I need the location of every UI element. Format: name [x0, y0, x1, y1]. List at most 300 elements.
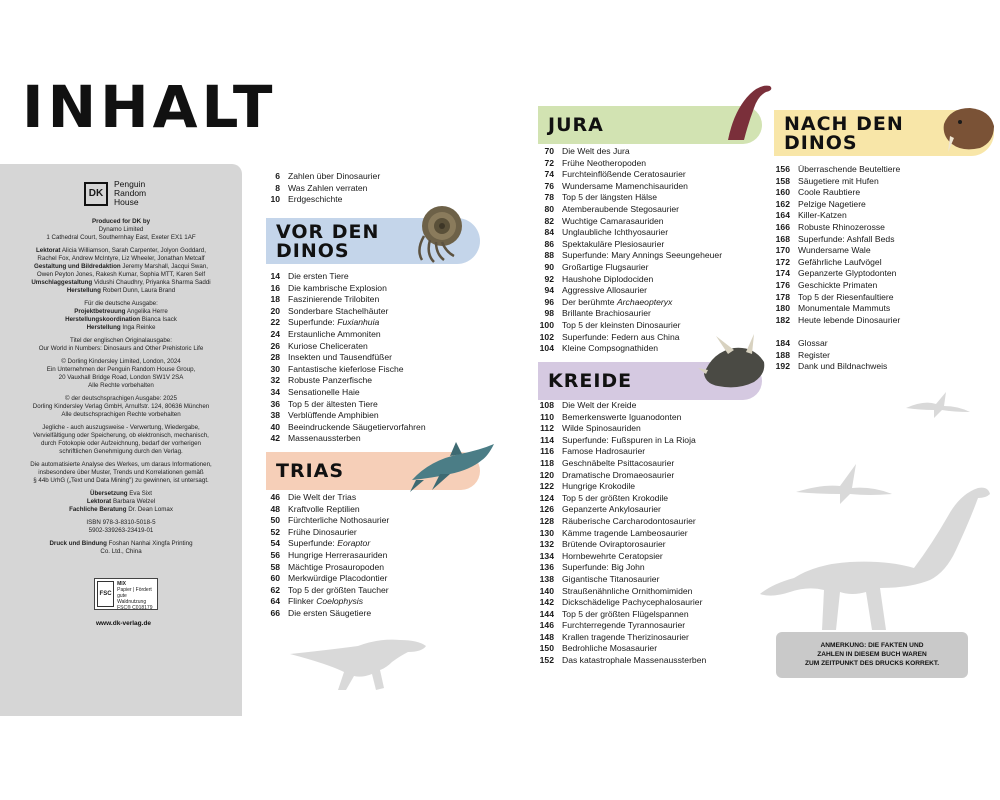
toc-entry[interactable] — [258, 562, 389, 574]
toc-entry[interactable] — [258, 504, 389, 516]
toc-entry[interactable] — [532, 516, 706, 528]
toc-page-number: 150 — [539, 643, 554, 654]
imprint-line — [10, 226, 232, 234]
toc-title-text: Superfunde: Big John — [562, 562, 645, 573]
toc-page-number: 138 — [539, 573, 554, 584]
toc-entry[interactable] — [532, 274, 722, 286]
toc-entry-title — [562, 481, 635, 493]
toc-title-text: Sonderbare Stachelhäuter — [288, 305, 389, 316]
sabertooth-cat-icon — [940, 104, 996, 154]
toc-entry-title — [562, 146, 630, 158]
toc-entry[interactable] — [258, 538, 389, 550]
imprint-line — [10, 403, 232, 411]
imprint-role: Gestaltung und Bildredaktion — [34, 263, 121, 270]
toc-entry-title — [562, 169, 686, 181]
toc-page-number: 70 — [544, 146, 554, 156]
toc-page-number: 176 — [775, 279, 790, 290]
toc-page-number: 42 — [270, 433, 280, 444]
toc-page-number: 104 — [539, 343, 554, 354]
toc-page-number: 110 — [540, 411, 554, 422]
toc-title-text: Geschickte Primaten — [798, 279, 878, 290]
toc-entry[interactable] — [532, 343, 722, 355]
imprint-line — [10, 279, 232, 287]
toc-title-text: Die ersten Tiere — [288, 271, 349, 281]
imprint-line — [10, 308, 232, 316]
toc-title-italic: Fuxianhuia — [337, 317, 380, 328]
toc-title-text: Wundersame Wale — [798, 245, 871, 256]
imprint-line — [10, 432, 232, 440]
imprint-value: 1 Cathedral Court, Southernhay East, Exeter EX1 1AF — [46, 234, 196, 241]
toc-entry-title — [288, 271, 349, 283]
toc-title-text: Insekten und Tausendfüßer — [288, 352, 392, 363]
toc-entry[interactable] — [768, 234, 900, 246]
vor-den-dinos-list — [258, 271, 426, 445]
imprint-line — [10, 506, 232, 514]
toc-entry-title — [288, 399, 378, 411]
back-matter-list — [768, 338, 887, 373]
toc-entry[interactable] — [532, 320, 722, 332]
toc-entry-title — [288, 433, 361, 445]
toc-page-number: 142 — [539, 597, 554, 608]
toc-title-text: Erstaunliche Ammoniten — [288, 328, 381, 339]
toc-page-number: 144 — [539, 608, 554, 619]
toc-title-text: Spektakuläre Plesiosaurier — [562, 238, 665, 249]
imprint-value: 20 Vauxhall Bridge Road, London SW1V 2SA — [58, 374, 184, 381]
toc-page-number: 32 — [270, 375, 280, 386]
toc-entry[interactable] — [768, 199, 900, 211]
toc-entry-title — [562, 597, 702, 609]
toc-entry[interactable] — [258, 608, 389, 620]
toc-entry-title — [288, 410, 379, 422]
toc-title-text: Der berühmte — [562, 296, 617, 307]
toc-entry[interactable] — [258, 283, 426, 295]
imprint-value: Inga Reinke — [122, 324, 156, 331]
imprint-line — [10, 548, 232, 556]
toc-title-text: Zahlen über Dinosaurier — [288, 171, 381, 181]
toc-entry-title — [798, 280, 877, 292]
toc-entry[interactable] — [258, 271, 426, 283]
toc-entry[interactable] — [768, 338, 887, 350]
imprint-value: Jegliche - auch auszugsweise - Verwertung, Wiedergabe, — [42, 424, 200, 431]
imprint-value: Vervielfältigung oder Speicherung, ob elektronisch, mechanisch, — [33, 432, 209, 439]
toc-entry[interactable] — [768, 257, 900, 269]
toc-entry-title — [288, 492, 356, 504]
toc-entry[interactable] — [532, 239, 722, 251]
toc-entry[interactable] — [532, 435, 706, 447]
toc-entry[interactable] — [532, 192, 722, 204]
toc-title-text: Furchterregende Tyrannosaurier — [562, 620, 686, 631]
imprint-value: Co. Ltd., China — [100, 548, 142, 555]
toc-entry[interactable] — [258, 399, 426, 411]
toc-entry[interactable] — [258, 410, 426, 422]
toc-entry[interactable] — [532, 400, 706, 412]
toc-page-number: 72 — [544, 157, 554, 168]
imprint-value: Alle Rechte vorbehalten — [88, 382, 154, 389]
toc-page-number: 132 — [539, 539, 554, 550]
imprint-text — [10, 218, 232, 556]
toc-entry[interactable] — [768, 361, 887, 373]
toc-entry[interactable] — [532, 227, 722, 239]
toc-entry[interactable] — [532, 632, 706, 644]
toc-entry[interactable] — [532, 609, 706, 621]
toc-entry[interactable] — [768, 222, 900, 234]
brachiosaurus-silhouette — [760, 480, 992, 630]
toc-page-number: 174 — [775, 268, 790, 279]
toc-entry-title — [288, 317, 379, 329]
toc-entry-title — [562, 609, 689, 621]
toc-entry[interactable] — [258, 329, 426, 341]
toc-entry-title — [562, 446, 645, 458]
toc-title-text: Dank und Bildnachweis — [798, 361, 888, 372]
toc-entry[interactable] — [258, 585, 389, 597]
toc-title-text: Top 5 der ältesten Tiere — [288, 398, 378, 409]
imprint-value: Eva Sixt — [129, 490, 152, 497]
shark-icon — [410, 440, 496, 494]
toc-title-text: Frühe Dinosaurier — [288, 526, 357, 537]
toc-entry-title — [562, 227, 668, 239]
toc-entry-title — [798, 292, 894, 304]
toc-title-italic: Archaeopteryx — [616, 296, 673, 307]
toc-title-text: Register — [798, 349, 830, 360]
toc-page-number: 60 — [270, 573, 280, 584]
toc-entry[interactable] — [258, 515, 389, 527]
toc-entry[interactable] — [532, 446, 706, 458]
toc-page-number: 56 — [270, 549, 280, 560]
toc-title-text: Bedrohliche Mosasaurier — [562, 643, 658, 654]
toc-title-text: Fantastische kieferlose Fische — [288, 363, 404, 374]
toc-page-number: 126 — [539, 504, 554, 515]
toc-title-text: Unglaubliche Ichthyosaurier — [562, 227, 669, 238]
toc-title-text: Robuste Rhinozerosse — [798, 221, 885, 232]
toc-entry[interactable] — [258, 194, 380, 206]
toc-page-number: 146 — [539, 620, 554, 631]
toc-entry[interactable] — [532, 586, 706, 598]
toc-page-number: 76 — [544, 180, 554, 191]
toc-page-number: 92 — [544, 273, 554, 284]
toc-title-text: Pelzige Nagetiere — [798, 198, 866, 209]
toc-entry-title — [798, 361, 887, 373]
toc-page-number: 46 — [270, 492, 280, 502]
toc-entry[interactable] — [532, 262, 722, 274]
toc-page-number: 22 — [270, 317, 280, 328]
toc-page-number: 36 — [270, 398, 280, 409]
toc-entry[interactable] — [532, 528, 706, 540]
toc-entry[interactable] — [768, 350, 887, 362]
toc-entry[interactable] — [532, 597, 706, 609]
toc-title-text: Die Welt der Trias — [288, 492, 357, 502]
toc-entry[interactable] — [532, 620, 706, 632]
toc-entry[interactable] — [258, 317, 426, 329]
toc-entry[interactable] — [768, 164, 900, 176]
toc-entry[interactable] — [768, 303, 900, 315]
toc-page-number: 166 — [775, 221, 790, 232]
imprint-role: Übersetzung — [90, 490, 128, 497]
toc-title-text: Die ersten Säugetiere — [288, 607, 372, 618]
toc-title-text: Furchteinflößende Ceratosaurier — [562, 169, 686, 180]
toc-title-text: Heute lebende Dinosaurier — [798, 314, 901, 325]
fsc-label — [94, 578, 158, 610]
toc-entry-title — [562, 320, 680, 332]
toc-entry[interactable] — [532, 481, 706, 493]
toc-page-number: 66 — [270, 607, 280, 618]
toc-title-text: Merkwürdige Placodontier — [288, 573, 388, 584]
toc-title-text: Gepanzerte Glyptodonten — [798, 268, 897, 279]
imprint-line — [10, 477, 232, 485]
toc-title-text: Top 5 der größten Krokodile — [562, 492, 669, 503]
toc-title-text: Hungrige Herrerasauriden — [288, 549, 388, 560]
imprint-line — [10, 424, 232, 432]
section-header-trias: TRIAS — [266, 452, 480, 490]
toc-entry-title — [288, 341, 368, 353]
toc-entry[interactable] — [532, 412, 706, 424]
toc-entry[interactable] — [532, 308, 722, 320]
toc-title-text: Die kambrische Explosion — [288, 282, 387, 293]
toc-entry[interactable] — [532, 158, 722, 170]
toc-entry[interactable] — [532, 146, 722, 158]
toc-entry[interactable] — [532, 332, 722, 344]
toc-entry[interactable] — [532, 250, 722, 262]
toc-entry-title — [288, 608, 371, 620]
toc-entry[interactable] — [258, 341, 426, 353]
toc-entry-title — [562, 458, 674, 470]
toc-page-number: 14 — [270, 271, 280, 281]
toc-page-number: 100 — [539, 319, 554, 330]
toc-page-number: 152 — [539, 655, 554, 666]
toc-entry[interactable] — [258, 573, 389, 585]
toc-entry[interactable] — [532, 574, 706, 586]
toc-title-text: Coole Raubtiere — [798, 187, 861, 198]
toc-title-text: Top 5 der kleinsten Dinosaurier — [562, 319, 681, 330]
toc-title-text: Wuchtige Camarasauriden — [562, 215, 664, 226]
toc-title-text: Erdgeschichte — [288, 194, 343, 205]
imprint-role: Lektorat — [86, 498, 112, 505]
imprint-line — [10, 540, 232, 548]
toc-entry[interactable] — [532, 216, 722, 228]
imprint-line — [10, 324, 232, 332]
toc-entry[interactable] — [258, 492, 389, 504]
toc-page-number: 28 — [270, 352, 280, 363]
toc-entry[interactable] — [768, 245, 900, 257]
toc-page-number: 170 — [775, 245, 790, 256]
fsc-code: FSC® C018179 — [117, 605, 153, 611]
toc-title-text: Brütende Oviraptorosaurier — [562, 539, 666, 550]
toc-page-number: 26 — [270, 340, 280, 351]
toc-title-text: Was Zahlen verraten — [288, 182, 368, 193]
toc-entry[interactable] — [532, 655, 706, 667]
toc-entry[interactable] — [532, 458, 706, 470]
toc-entry[interactable] — [532, 504, 706, 516]
toc-page-number: 30 — [270, 363, 280, 374]
toc-entry[interactable] — [532, 562, 706, 574]
toc-entry[interactable] — [258, 364, 426, 376]
imprint-value: insbesondere über Muster, Trends und Korrelationen gemäß — [38, 469, 204, 476]
toc-entry[interactable] — [768, 268, 900, 280]
toc-title-text: Mächtige Prosauropoden — [288, 561, 385, 572]
toc-entry[interactable] — [532, 539, 706, 551]
imprint-value: Bianca Isack — [141, 316, 177, 323]
imprint-line — [10, 519, 232, 527]
imprint-value: Foshan Nanhai Xingfa Printing — [108, 540, 193, 547]
section-header-jura: JURA — [538, 106, 762, 144]
tyrannosaurus-silhouette — [288, 632, 428, 692]
section-header-kreide: KREIDE — [538, 362, 762, 400]
toc-page-number: 148 — [539, 631, 554, 642]
imprint-line — [10, 498, 232, 506]
imprint-line — [10, 461, 232, 469]
toc-title-text: Gefährliche Laufvögel — [798, 256, 882, 267]
toc-page-number: 18 — [270, 294, 280, 305]
toc-entry[interactable] — [532, 423, 706, 435]
toc-title-text: Säugetiere mit Hufen — [798, 175, 879, 186]
toc-entry[interactable] — [258, 352, 426, 364]
note-line: ANMERKUNG: DIE FAKTEN UND — [820, 642, 924, 649]
toc-page-number: 62 — [270, 584, 280, 595]
toc-title-text: Haushohe Diplodociden — [562, 273, 654, 284]
toc-title-text: Kämme tragende Lambeosaurier — [562, 527, 688, 538]
imprint-line — [10, 316, 232, 324]
toc-page-number: 34 — [270, 386, 280, 397]
page-title: INHALT — [22, 73, 277, 141]
toc-title-text: Hornbewehrte Ceratopsier — [562, 550, 663, 561]
toc-entry[interactable] — [258, 183, 380, 195]
imprint-line — [10, 337, 232, 345]
toc-entry-title — [798, 199, 866, 211]
imprint-role: Fachliche Beratung — [69, 506, 127, 513]
toc-entry[interactable] — [532, 169, 722, 181]
toc-entry-title — [798, 268, 896, 280]
toc-entry[interactable] — [532, 285, 722, 297]
toc-entry-title — [288, 352, 392, 364]
toc-entry[interactable] — [768, 315, 900, 327]
imprint-line — [10, 234, 232, 242]
section-title-line: NACH DEN — [784, 113, 904, 135]
toc-entry-title — [798, 210, 847, 222]
toc-title-text: Killer-Katzen — [798, 210, 847, 221]
toc-entry-title — [798, 176, 879, 188]
toc-entry[interactable] — [258, 375, 426, 387]
toc-entry[interactable] — [258, 306, 426, 318]
toc-title-text: Top 5 der längsten Hälse — [562, 192, 658, 203]
toc-title-text: Die Welt der Kreide — [562, 400, 637, 410]
imprint-line — [10, 440, 232, 448]
imprint-value: © der deutschsprachigen Ausgabe: 2025 — [65, 395, 177, 402]
toc-entry[interactable] — [258, 596, 389, 608]
toc-entry-title — [288, 183, 367, 195]
toc-entry[interactable] — [532, 643, 706, 655]
toc-title-text: Aggressive Allosaurier — [562, 285, 648, 296]
toc-entry[interactable] — [258, 422, 426, 434]
toc-entry-title — [288, 538, 370, 550]
imprint-line — [10, 490, 232, 498]
toc-entry[interactable] — [258, 527, 389, 539]
dk-logo-icon: DK — [84, 182, 108, 206]
toc-entry-title — [562, 308, 651, 320]
toc-entry[interactable] — [768, 187, 900, 199]
imprint-value: Vidushi Chaudhry, Priyanka Sharma Saddi — [93, 279, 211, 286]
toc-entry[interactable] — [768, 292, 900, 304]
imprint-value: Our World in Numbers: Dinosaurs and Other Prehistoric Life — [38, 345, 204, 352]
toc-title-text: Massenaussterben — [288, 433, 361, 444]
toc-entry-title — [798, 245, 871, 257]
imprint-value: Alicia Williamson, Sarah Carpenter, Jolyon Goddard, — [61, 247, 206, 254]
toc-title-text: Famose Hadrosaurier — [562, 446, 646, 457]
imprint-line — [10, 469, 232, 477]
toc-page-number: 38 — [270, 410, 280, 421]
toc-entry[interactable] — [532, 551, 706, 563]
toc-entry-title — [288, 364, 404, 376]
note-line: ZUM ZEITPUNKT DES DRUCKS KORREKT. — [804, 660, 940, 667]
toc-entry[interactable] — [258, 171, 380, 183]
imprint-line — [10, 358, 232, 366]
toc-entry[interactable] — [768, 210, 900, 222]
toc-entry-title — [562, 239, 664, 251]
toc-page-number: 78 — [544, 192, 554, 203]
toc-entry[interactable] — [258, 550, 389, 562]
toc-title-text: Bemerkenswerte Iguanodonten — [562, 411, 682, 422]
toc-title-text: Top 5 der Riesenfaultiere — [798, 291, 894, 302]
toc-page-number: 158 — [775, 175, 790, 186]
toc-entry[interactable] — [768, 280, 900, 292]
toc-entry-title — [798, 338, 828, 350]
toc-entry[interactable] — [532, 493, 706, 505]
kreide-list — [532, 400, 706, 667]
toc-entry-title — [562, 435, 696, 447]
toc-entry-title — [562, 423, 641, 435]
imprint-line — [10, 448, 232, 456]
toc-entry-title — [562, 250, 722, 262]
toc-entry[interactable] — [258, 433, 426, 445]
toc-page-number: 98 — [544, 308, 554, 319]
toc-page-number: 90 — [544, 261, 554, 272]
toc-title-text: Verblüffende Amphibien — [288, 410, 379, 421]
toc-entry[interactable] — [768, 176, 900, 188]
toc-page-number: 122 — [539, 481, 554, 492]
ammonite-icon — [412, 202, 478, 264]
toc-entry[interactable] — [532, 297, 722, 309]
toc-entry-title — [288, 550, 387, 562]
imprint-value: Angelika Herre — [126, 308, 168, 315]
toc-page-number: 160 — [775, 187, 790, 198]
toc-page-number: 54 — [270, 538, 280, 549]
toc-page-number: 188 — [775, 349, 790, 360]
toc-title-text: Sensationelle Haie — [288, 386, 360, 397]
toc-title-text: Superfunde: Mary Annings Seeungeheuer — [562, 250, 723, 261]
toc-entry[interactable] — [258, 294, 426, 306]
logo-line: Penguin — [114, 179, 146, 189]
toc-entry-title — [562, 562, 645, 574]
toc-entry[interactable] — [258, 387, 426, 399]
imprint-line — [10, 395, 232, 403]
toc-page-number: 84 — [544, 227, 554, 238]
toc-entry[interactable] — [532, 181, 722, 193]
toc-entry[interactable] — [532, 204, 722, 216]
logo-line: House — [114, 197, 139, 207]
toc-entry-title — [798, 257, 882, 269]
imprint-value: Barbara Welzel — [112, 498, 156, 505]
toc-page-number: 108 — [539, 400, 554, 410]
toc-page-number: 94 — [544, 285, 554, 296]
imprint-line — [10, 287, 232, 295]
toc-page-number: 88 — [544, 250, 554, 261]
toc-entry-title — [288, 596, 363, 608]
toc-title-text: Die Welt des Jura — [562, 146, 630, 156]
toc-entry-title — [288, 585, 389, 597]
toc-title-text: Top 5 der größten Taucher — [288, 584, 389, 595]
toc-page-number: 172 — [775, 256, 790, 267]
toc-entry[interactable] — [532, 470, 706, 482]
toc-entry-title — [562, 504, 661, 516]
toc-page-number: 118 — [540, 457, 554, 468]
